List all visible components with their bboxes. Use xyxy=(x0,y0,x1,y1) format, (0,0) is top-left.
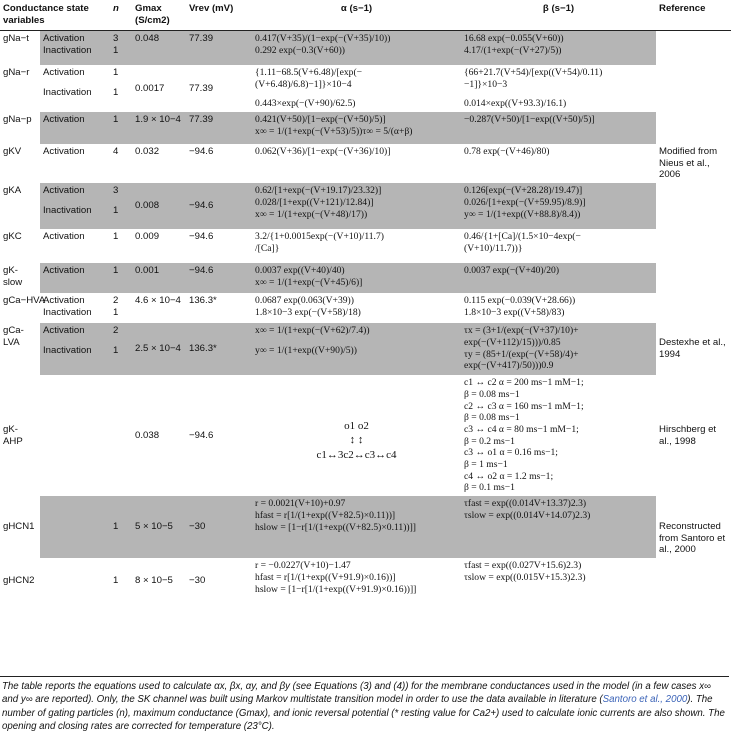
cell-line: 0.421(V+50)/[1−exp(−(V+50)/5)] xyxy=(255,114,386,126)
reference xyxy=(656,263,731,293)
cell-line: τslow = exp((0.014V+14.07)2.3) xyxy=(464,509,591,521)
gating-particles xyxy=(110,65,132,112)
gmax-value: 8 × 10−5 xyxy=(135,575,173,587)
cell-line: Activation xyxy=(43,185,85,197)
cell-line: c3 ↔ o1 α = 0.16 ms−1; xyxy=(464,447,558,459)
vrev-value: −94.6 xyxy=(189,429,214,441)
table-row xyxy=(0,263,731,293)
table-body xyxy=(0,31,731,604)
cell-line: 0.062(V+36)/[1−exp(−(V+36)/10)] xyxy=(255,146,391,158)
header-conductance: Conductance state variables xyxy=(0,0,110,31)
cell-line: Activation xyxy=(43,295,85,307)
gmax-value: 5 × 10−5 xyxy=(132,496,186,558)
gate-labels xyxy=(40,144,110,183)
gate-labels xyxy=(40,496,110,558)
cell-line: 1 xyxy=(113,114,119,126)
cell-line: τx = (3+1/(exp(−(V+37)/10)+ xyxy=(464,325,579,337)
gate-labels xyxy=(40,323,110,375)
cell-line: Activation xyxy=(43,325,85,337)
caption-text-2: ). The number of gating particles (n), maximum conductance (Gmax), and ionic reversal potential (* resting value for Ca2+) used to calculate ionic currents are also shown. The opening and closing rates are corrected for temperature (23°C). xyxy=(2,694,725,733)
beta-equations xyxy=(461,558,656,604)
cell-line: 0.026/[1+exp(−(V+59.95)/8.9)] xyxy=(464,196,586,208)
gmax-value: 0.001 xyxy=(132,263,186,293)
cell-line: x∞ = 1/(1+exp(−(V+53)/5))τ∞ = 5/(α+β) xyxy=(255,125,413,137)
cell-line: β = 0.08 ms−1 xyxy=(464,388,520,400)
table-row xyxy=(0,375,731,496)
alpha-equations xyxy=(252,31,461,65)
table-row xyxy=(0,229,731,263)
cell-line: x∞ = 1/(1+exp(−(V+62)/7.4)) xyxy=(255,325,370,337)
beta-equations xyxy=(461,31,656,65)
gating-particles xyxy=(110,263,132,293)
cell-line: 1.8×10−3 exp(−(V+58)/18) xyxy=(255,306,361,318)
cell-line: 1 xyxy=(113,344,119,356)
cell-line: 4 xyxy=(113,146,119,158)
gate-labels xyxy=(40,558,110,604)
header-alpha: α (s−1) xyxy=(252,0,461,31)
table-row xyxy=(0,293,731,323)
alpha-equations xyxy=(252,293,461,323)
cell-line: hfast = r[1/(1+exp((V+82.5)×0.11))] xyxy=(255,509,396,521)
conductance-name: gHCN1 xyxy=(3,521,35,533)
gating-particles xyxy=(110,144,132,183)
gmax-value: 0.048 xyxy=(132,31,186,65)
cell-line: x∞ = 1/(1+exp(−(V+45)/6)] xyxy=(255,276,363,288)
cell-line: Inactivation xyxy=(43,306,92,318)
beta-equations xyxy=(461,112,656,144)
cell-line: β = 1 ms−1 xyxy=(464,459,508,471)
gate-labels xyxy=(40,65,110,112)
table-row xyxy=(0,31,731,65)
table-row xyxy=(0,65,731,112)
cell-line: β = 0.2 ms−1 xyxy=(464,435,515,447)
cell-line: (V+10)/11.7))} xyxy=(464,242,523,254)
beta-equations xyxy=(461,144,656,183)
reference: Hirschberg et al., 1998 xyxy=(659,423,717,447)
table-row xyxy=(0,112,731,144)
cell-line: Inactivation xyxy=(43,45,92,57)
cell-line: Inactivation xyxy=(43,86,92,98)
vrev-value: −30 xyxy=(186,496,252,558)
beta-equations xyxy=(461,65,656,112)
beta-equations xyxy=(461,263,656,293)
alpha-equations xyxy=(252,183,461,229)
conductance-name: gHCN2 xyxy=(3,575,35,587)
beta-equations xyxy=(461,229,656,263)
vrev-value: 136.3* xyxy=(189,295,217,307)
conductance-name: gCa-LVA xyxy=(3,325,24,348)
vrev-value: −94.6 xyxy=(189,146,214,158)
gmax-value: 0.009 xyxy=(135,231,160,243)
table-header-row xyxy=(0,0,731,31)
cell-line: 1 xyxy=(113,306,119,318)
cell-line: 3 xyxy=(113,185,119,197)
alpha-equations xyxy=(252,323,461,375)
table-row xyxy=(0,323,731,375)
cell-line: 0.126[exp(−(V+28.28)/19.47)] xyxy=(464,185,583,197)
cell-line: o1 o2 xyxy=(344,420,369,433)
alpha-equations xyxy=(252,263,461,293)
cell-line: c4 ↔ o2 α = 1.2 ms−1; xyxy=(464,470,554,482)
gmax-value: 4.6 × 10−4 xyxy=(135,295,181,307)
gmax-value: 1.9 × 10−4 xyxy=(132,112,186,144)
reference xyxy=(656,293,731,323)
cell-line: 0.46/{1+[Ca]/(1.5×10−4exp(− xyxy=(464,231,581,243)
cell-line: Activation xyxy=(43,146,85,158)
cell-line: 1 xyxy=(113,231,119,243)
cell-line: 0.292 exp(−0.3(V+60)) xyxy=(255,45,345,57)
vrev-value: −94.6 xyxy=(189,231,214,243)
cell-line: Inactivation xyxy=(43,344,92,356)
cell-line: τy = (85+1/(exp(−(V+58)/4)+ xyxy=(464,348,579,360)
reference: Modified from Nieus et al., 2006 xyxy=(659,146,718,181)
gating-particles xyxy=(110,31,132,65)
gating-particles xyxy=(110,293,132,323)
gating-particles xyxy=(110,375,132,496)
cell-line: y∞ = 1/(1+exp((V+90)/5)) xyxy=(255,344,357,356)
vrev-value: −94.6 xyxy=(186,183,252,229)
cell-line: hslow = [1−r[1/(1+exp((V+82.5)×0.11))]] xyxy=(255,521,416,533)
table-row xyxy=(0,496,731,558)
cell-line: 1 xyxy=(113,86,119,98)
conductance-name: gK-slow xyxy=(3,265,23,288)
gmax-value: 0.032 xyxy=(135,146,160,158)
cell-line: 2 xyxy=(113,325,119,337)
cell-line: −1]}×10−3 xyxy=(464,78,508,90)
cell-line: 0.443×exp(−(V+90)/62.5) xyxy=(255,98,356,110)
cell-line: 16.68 exp(−0.055(V+60)) xyxy=(464,33,564,45)
reference: Destexhe et al., 1994 xyxy=(659,337,726,361)
vrev-value: 136.3* xyxy=(186,323,252,375)
vrev-value: −94.6 xyxy=(186,263,252,293)
cell-line: 0.0037 exp(−(V+40)/20) xyxy=(464,265,560,277)
cell-line: hfast = r[1/(1+exp((V+91.9)×0.16))] xyxy=(255,571,396,583)
cell-line: Activation xyxy=(43,231,85,243)
cell-line: 0.115 exp(−0.039(V+28.66)) xyxy=(464,295,576,307)
reference: Reconstructed from Santoro et al., 2000 xyxy=(659,521,726,556)
alpha-equations xyxy=(252,558,461,604)
conductance-name: gKV xyxy=(3,146,22,158)
cell-line: 1 xyxy=(113,45,119,57)
gating-particles xyxy=(110,229,132,263)
caption-text-1: The table reports the equations used to calculate αx, βx, αy, and βy (see Equations (3) and (4)) for the membrane conductances used in the model (in a few cases x∞ and y∞ are reported). Only, the SK channel was built using Markov multistate transition model in order to use the data available in literature ( xyxy=(2,681,711,706)
cell-line: 0.0687 exp(0.063(V+39)) xyxy=(255,295,354,307)
cell-line: x∞ = 1/(1+exp(−(V+48)/17)) xyxy=(255,208,368,220)
conductance-name: gNa−r xyxy=(3,66,30,78)
cell-line: 1.8×10−3 exp((V+58)/83) xyxy=(464,306,565,318)
cell-line: 0.417(V+35)/(1−exp(−(V+35)/10)) xyxy=(255,33,391,45)
cell-line: τslow = exp((0.015V+15.3)2.3) xyxy=(464,571,586,583)
cell-line: c1 ↔ c2 α = 200 ms−1 mM−1; xyxy=(464,377,584,389)
gating-particles xyxy=(110,112,132,144)
cell-line: r = 0.0021(V+10)+0.97 xyxy=(255,498,346,510)
cell-line: 1 xyxy=(113,575,119,587)
cell-line: c2 ↔ c3 α = 160 ms−1 mM−1; xyxy=(464,400,584,412)
alpha-equations xyxy=(252,144,461,183)
vrev-value: −30 xyxy=(189,575,206,587)
cell-line: 3 xyxy=(113,33,119,45)
cell-line: c3 ↔ c4 α = 80 ms−1 mM−1; xyxy=(464,423,579,435)
gate-labels xyxy=(40,293,110,323)
gate-labels xyxy=(40,229,110,263)
alpha-equations xyxy=(252,496,461,558)
beta-equations xyxy=(461,323,656,375)
gate-labels xyxy=(40,31,110,65)
cell-line: Activation xyxy=(43,265,85,277)
gate-labels xyxy=(40,112,110,144)
gate-labels xyxy=(40,375,110,496)
cell-line: exp(−(V+417)/50)))0.9 xyxy=(464,360,554,372)
gating-particles xyxy=(110,183,132,229)
header-gmax: Gmax (S/cm2) xyxy=(132,0,186,31)
alpha-equations xyxy=(252,65,461,112)
beta-equations xyxy=(461,293,656,323)
conductance-name: gNa−p xyxy=(3,114,32,126)
vrev-value: 77.39 xyxy=(186,112,252,144)
cell-line: 1 xyxy=(113,204,119,216)
alpha-equations xyxy=(252,112,461,144)
vrev-value: 77.39 xyxy=(186,31,252,65)
alpha-equations xyxy=(252,375,461,496)
cell-line: 2 xyxy=(113,295,119,307)
cell-line: Activation xyxy=(43,66,85,78)
header-beta: β (s−1) xyxy=(461,0,656,31)
table-row xyxy=(0,144,731,183)
gmax-value: 2.5 × 10−4 xyxy=(132,323,186,375)
gate-labels xyxy=(40,183,110,229)
cell-line: τfast = exp((0.014V+13.37)2.3) xyxy=(464,498,587,510)
gating-particles xyxy=(110,323,132,375)
beta-equations xyxy=(461,496,656,558)
conductance-name: gK-AHP xyxy=(3,423,23,447)
gating-particles xyxy=(110,558,132,604)
cell-line: 0.014×exp((V+93.3)/16.1) xyxy=(464,98,567,110)
header-vrev: Vrev (mV) xyxy=(186,0,252,31)
table-row xyxy=(0,558,731,604)
cell-line: {1.11−68.5(V+6.48)/[exp(− xyxy=(255,66,363,78)
gate-labels xyxy=(40,263,110,293)
gmax-value: 0.0017 xyxy=(135,82,165,94)
caption-link[interactable]: Santoro et al., 2000 xyxy=(602,694,688,706)
cell-line: Inactivation xyxy=(43,204,92,216)
reference xyxy=(656,183,731,229)
cell-line: 0.78 exp(−(V+46)/80) xyxy=(464,146,550,158)
cell-line: 0.028/[1+exp((V+121)/12.84)] xyxy=(255,196,374,208)
cell-line: exp(−(V+112)/15)))/0.85 xyxy=(464,336,561,348)
cell-line: ↕ ↕ xyxy=(349,434,364,447)
cell-line: 4.17/(1+exp(−(V+27)/5)) xyxy=(464,45,562,57)
cell-line: β = 0.08 ms−1 xyxy=(464,412,520,424)
cell-line: Activation xyxy=(43,33,85,45)
reference xyxy=(656,558,731,604)
cell-line: 0.62/[1+exp(−(V+19.17)/23.32)] xyxy=(255,185,382,197)
gmax-value: 0.008 xyxy=(132,183,186,229)
cell-line: 3.2/{1+0.0015exp(−(V+10)/11.7) xyxy=(255,231,384,243)
cell-line: {66+21.7(V+54)/[exp((V+54)/0.11) xyxy=(464,66,603,78)
cell-line: 1 xyxy=(113,265,119,277)
header-reference: Reference xyxy=(656,0,731,31)
table-row xyxy=(0,183,731,229)
cell-line: hslow = [1−r[1/(1+exp((V+91.9)×0.16))]] xyxy=(255,583,417,595)
beta-equations xyxy=(461,183,656,229)
cell-line: (V+6.48)/6.8)−1]}×10−4 xyxy=(255,78,352,90)
table-caption xyxy=(0,676,729,737)
reference xyxy=(656,112,731,144)
cell-line: 1 xyxy=(113,521,119,533)
reference xyxy=(656,65,731,112)
conductance-name: gNa−t xyxy=(3,33,29,45)
alpha-equations xyxy=(252,229,461,263)
gating-particles xyxy=(110,496,132,558)
cell-line: β = 0.1 ms−1 xyxy=(464,482,515,494)
cell-line: −0.287(V+50)/[1−exp((V+50)/5)] xyxy=(464,114,595,126)
gmax-value: 0.038 xyxy=(135,429,160,441)
conductance-name: gKA xyxy=(3,185,22,197)
vrev-value: 77.39 xyxy=(189,82,214,94)
cell-line: 1 xyxy=(113,66,119,78)
cell-line: /[Ca]} xyxy=(255,242,280,254)
reference xyxy=(656,229,731,263)
cell-line: c1↔3c2↔c3↔c4 xyxy=(316,448,397,461)
cell-line: τfast = exp((0.027V+15.6)2.3) xyxy=(464,560,582,572)
cell-line: y∞ = 1/(1+exp((V+88.8)/8.4)) xyxy=(464,208,581,220)
header-n: n xyxy=(110,0,132,31)
conductance-name: gCa−HVA xyxy=(3,295,46,307)
conductance-name: gKC xyxy=(3,231,22,243)
cell-line: 0.0037 exp((V+40)/40) xyxy=(255,265,345,277)
reference xyxy=(656,31,731,65)
cell-line: r = −0.0227(V+10)−1.47 xyxy=(255,560,351,572)
cell-line: Activation xyxy=(43,114,85,126)
beta-equations xyxy=(461,375,656,496)
